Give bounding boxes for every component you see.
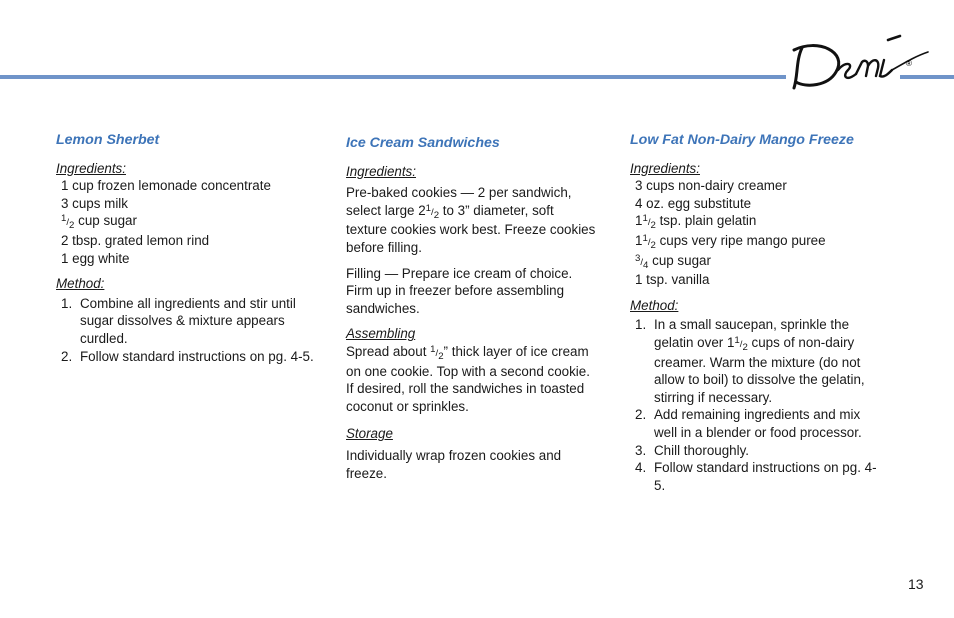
ingredients-list xyxy=(630,177,880,289)
page-number: 13 xyxy=(908,576,924,592)
list-item: 2. Add remaining ingredients and mix well in a blender or food processor. xyxy=(635,407,862,440)
fraction: $^3/_4$ xyxy=(635,252,649,271)
fraction: $^1/_2$ xyxy=(430,343,444,362)
storage-paragraph: Individually wrap frozen cookies and freeze. xyxy=(346,447,562,481)
list-item: 2. Follow standard instructions on pg. 4-5. xyxy=(61,348,314,364)
list-item: 3 cups milk xyxy=(61,195,128,211)
method-heading: Method: xyxy=(56,276,105,292)
deni-logo xyxy=(788,30,930,92)
method-heading: Method: xyxy=(630,297,679,313)
list-item: $^1/_2$ cup sugar xyxy=(61,213,137,232)
header-rule xyxy=(0,75,786,79)
recipe-title: Ice Cream Sandwiches xyxy=(346,135,500,151)
filling-paragraph: Filling — Prepare ice cream of choice. Firm up in freezer before assembling sandwiches. xyxy=(346,265,573,316)
ingredients-list xyxy=(56,177,326,267)
fraction: $^1/_2$ xyxy=(642,213,656,232)
method-steps xyxy=(630,316,880,494)
registered-mark: ® xyxy=(906,59,912,68)
list-item: 1 egg white xyxy=(61,250,130,266)
assembling-heading: Assembling xyxy=(346,326,416,342)
ingredients-heading: Ingredients: xyxy=(630,160,700,176)
fraction: $^1/_2$ xyxy=(425,202,440,221)
recipe-title: Lemon Sherbet xyxy=(56,132,160,148)
list-item: $^3/_4$ cup sugar xyxy=(635,252,711,271)
recipe-title: Low Fat Non-Dairy Mango Freeze xyxy=(630,132,854,148)
cookies-paragraph: Pre-baked cookies — 2 per sandwich, select large $2^1/_2$ to 3” diameter, soft texture cookies work best. Freeze cookies before filling. xyxy=(346,185,596,255)
list-item: 3 cups non-dairy creamer xyxy=(635,178,787,194)
method-steps xyxy=(56,295,326,365)
fraction: $^1/_2$ xyxy=(642,232,656,251)
lemon-sherbet-recipe xyxy=(56,132,326,365)
ingredients-heading: Ingredients: xyxy=(56,160,126,176)
list-item: 1 cup frozen lemonade concentrate xyxy=(61,178,271,194)
list-item: 2 tbsp. grated lemon rind xyxy=(61,232,210,248)
fraction: $^1/_2$ xyxy=(61,213,75,232)
assembling-paragraph: Spread about $^1/_2$” thick layer of ice cream on one cookie. Top with a second cookie. If desired, roll the sandwiches in toasted coconut or sprinkles. xyxy=(346,343,590,414)
list-item: 3. Chill thoroughly. xyxy=(635,442,750,458)
mango-freeze-recipe xyxy=(630,132,880,494)
list-item: 1 tsp. vanilla xyxy=(635,272,710,288)
list-item: 4. Follow standard instructions on pg. 4-5. xyxy=(635,460,877,493)
list-item: 1. In a small saucepan, sprinkle the gelatin over $1^1/_2$ cups of non-dairy creamer. Warm the mixture (do not allow to boil) to dissolve the gelatin, stirring if necessary. xyxy=(635,317,865,405)
list-item: 4 oz. egg substitute xyxy=(635,195,752,211)
fraction: $^1/_2$ xyxy=(734,334,748,353)
ingredients-heading: Ingredients: xyxy=(346,163,416,179)
ice-cream-sandwiches-recipe xyxy=(346,135,596,490)
list-item: $1^1/_2$ tsp. plain gelatin xyxy=(635,213,757,232)
list-item: 1. Combine all ingredients and stir until sugar dissolves & mixture appears curdled. xyxy=(61,295,296,346)
storage-heading: Storage xyxy=(346,426,393,442)
list-item: $1^1/_2$ cups very ripe mango puree xyxy=(635,232,826,251)
